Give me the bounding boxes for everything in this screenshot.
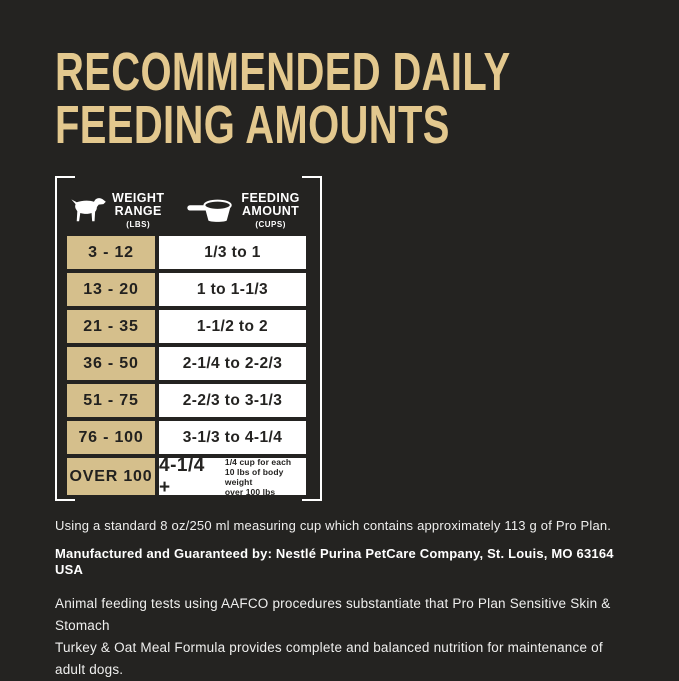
frame-corner-bottom-right	[302, 499, 320, 501]
manufacturer-note: Manufactured and Guaranteed by: Nestlé Purina PetCare Company, St. Louis, MO 63164 USA	[55, 546, 614, 577]
table-body	[67, 236, 306, 498]
feeding-amounts-table	[55, 176, 322, 501]
table-row	[67, 236, 306, 269]
frame-corner-top-left	[57, 176, 75, 178]
amount-note-line3: over 100 lbs	[224, 486, 276, 497]
table-row	[67, 421, 306, 454]
weight-cell: 51 - 75	[67, 384, 155, 417]
weight-cell: OVER 100	[67, 458, 155, 495]
table-row	[67, 454, 306, 498]
weight-cell: 76 - 100	[67, 421, 155, 454]
dog-icon	[69, 195, 107, 225]
amount-main-value: 4-1/4 +	[159, 454, 205, 498]
feeding-amount-header	[186, 192, 299, 229]
amount-cell: 1/3 to 1	[159, 236, 306, 269]
feeding-label-line1: FEEDING	[241, 190, 300, 205]
frame-corner-top-right	[302, 176, 320, 178]
weight-range-label	[112, 192, 164, 229]
feeding-amount-label	[241, 192, 299, 229]
weight-label-line2: RANGE	[114, 203, 162, 218]
table-row	[67, 273, 306, 306]
amount-cell: 3-1/3 to 4-1/4	[159, 421, 306, 454]
title-line-1: RECOMMENDED DAILY	[55, 42, 511, 102]
table-header	[67, 184, 306, 236]
amount-note	[225, 457, 306, 497]
weight-range-header	[69, 192, 164, 229]
feeding-label-line2: AMOUNT	[241, 203, 300, 218]
weight-cell: 13 - 20	[67, 273, 155, 306]
amount-cell: 1 to 1-1/3	[159, 273, 306, 306]
table-row	[67, 347, 306, 380]
title-line-2: FEEDING AMOUNTS	[55, 95, 450, 155]
amount-cell	[159, 454, 306, 498]
aafco-statement-line1: Animal feeding tests using AAFCO procedures substantiate that Pro Plan Sensitive Skin & Stomach	[55, 596, 611, 633]
table-row	[67, 384, 306, 417]
amount-cell: 1-1/2 to 2	[159, 310, 306, 343]
feeding-label-unit: (CUPS)	[255, 219, 286, 229]
weight-cell: 36 - 50	[67, 347, 155, 380]
weight-label-line1: WEIGHT	[112, 190, 165, 205]
aafco-statement	[55, 593, 624, 681]
frame-corner-bottom-left	[57, 499, 75, 501]
weight-label-unit: (LBS)	[126, 219, 151, 229]
measuring-cup-note: Using a standard 8 oz/250 ml measuring cup which contains approximately 113 g of Pro Plan.	[55, 518, 612, 533]
page-title	[55, 42, 511, 155]
amount-cell: 2-1/4 to 2-2/3	[159, 347, 306, 380]
footer-notes	[55, 518, 624, 681]
amount-note-line1: 1/4 cup for each	[224, 456, 292, 467]
measuring-cup-icon	[186, 196, 236, 225]
amount-cell: 2-2/3 to 3-1/3	[159, 384, 306, 417]
table-row	[67, 310, 306, 343]
weight-cell: 21 - 35	[67, 310, 155, 343]
weight-cell: 3 - 12	[67, 236, 155, 269]
amount-note-line2: 10 lbs of body weight	[224, 466, 284, 487]
aafco-statement-line2: Turkey & Oat Meal Formula provides complete and balanced nutrition for maintenance of adult dogs.	[55, 640, 603, 677]
